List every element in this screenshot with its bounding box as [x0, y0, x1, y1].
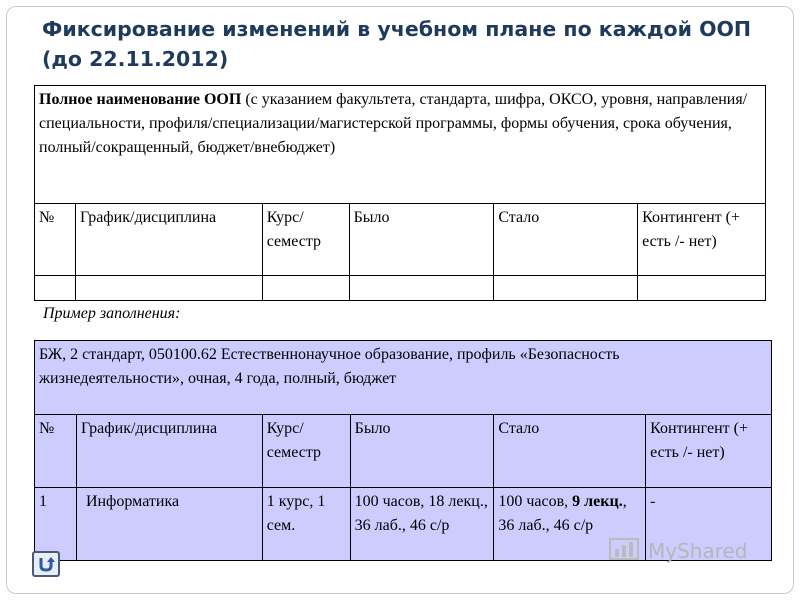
example-header-cell: БЖ, 2 стандарт, 050100.62 Естественнонаучное образование, профиль «Безопасность жизнедеятельности», очная, 4 года, полный, бюджет — [35, 341, 772, 415]
empty-cell — [35, 276, 76, 301]
example-label: Пример заполнения: — [43, 305, 181, 322]
col-contingent: Контингент (+ есть /- нет) — [638, 204, 766, 276]
row-course: 1 курс, 1 сем. — [262, 488, 350, 561]
col-contingent: Контингент (+ есть /- нет) — [646, 415, 772, 488]
col-num: № — [35, 204, 76, 276]
row-became-pre: 100 часов, — [498, 493, 573, 510]
col-course: Курс/семестр — [262, 204, 349, 276]
col-course: Курс/семестр — [262, 415, 350, 488]
row-contingent: - — [646, 488, 772, 561]
col-was: Было — [349, 204, 494, 276]
template-table — [34, 85, 766, 301]
col-num: № — [35, 415, 77, 488]
template-header-text: (с указанием факультета, стандарта, шифра, ОКСО, уровня, направления/специальности, профиля/специализации/магистерской программы, формы обучения, срока обучения, полный/сокращенный, бюджет/внебюджет) — [39, 91, 748, 156]
row-became-post: , 36 лаб., 46 с/р — [498, 493, 627, 534]
row-discipline: Информатика — [76, 488, 262, 561]
col-became: Стало — [494, 204, 638, 276]
template-header-bold: Полное наименование ООП — [39, 91, 242, 108]
empty-cell — [494, 276, 638, 301]
empty-cell — [638, 276, 766, 301]
col-discipline: График/дисциплина — [75, 204, 262, 276]
empty-cell — [75, 276, 262, 301]
example-table — [34, 340, 772, 561]
col-was: Было — [350, 415, 494, 488]
row-was: 100 часов, 18 лекц., 36 лаб., 46 с/р — [350, 488, 494, 561]
row-became-bold: 9 лекц. — [572, 493, 623, 510]
col-discipline: График/дисциплина — [76, 415, 262, 488]
watermark-text: MyShared — [648, 539, 748, 563]
empty-cell — [349, 276, 494, 301]
watermark — [608, 535, 768, 565]
return-button[interactable] — [32, 551, 60, 577]
template-header-cell — [35, 86, 766, 204]
slide-title: Фиксирование изменений в учебном плане по каждой ООП (до 22.11.2012) — [42, 17, 752, 71]
col-became: Стало — [494, 415, 646, 488]
row-num: 1 — [35, 488, 77, 561]
empty-cell — [262, 276, 349, 301]
